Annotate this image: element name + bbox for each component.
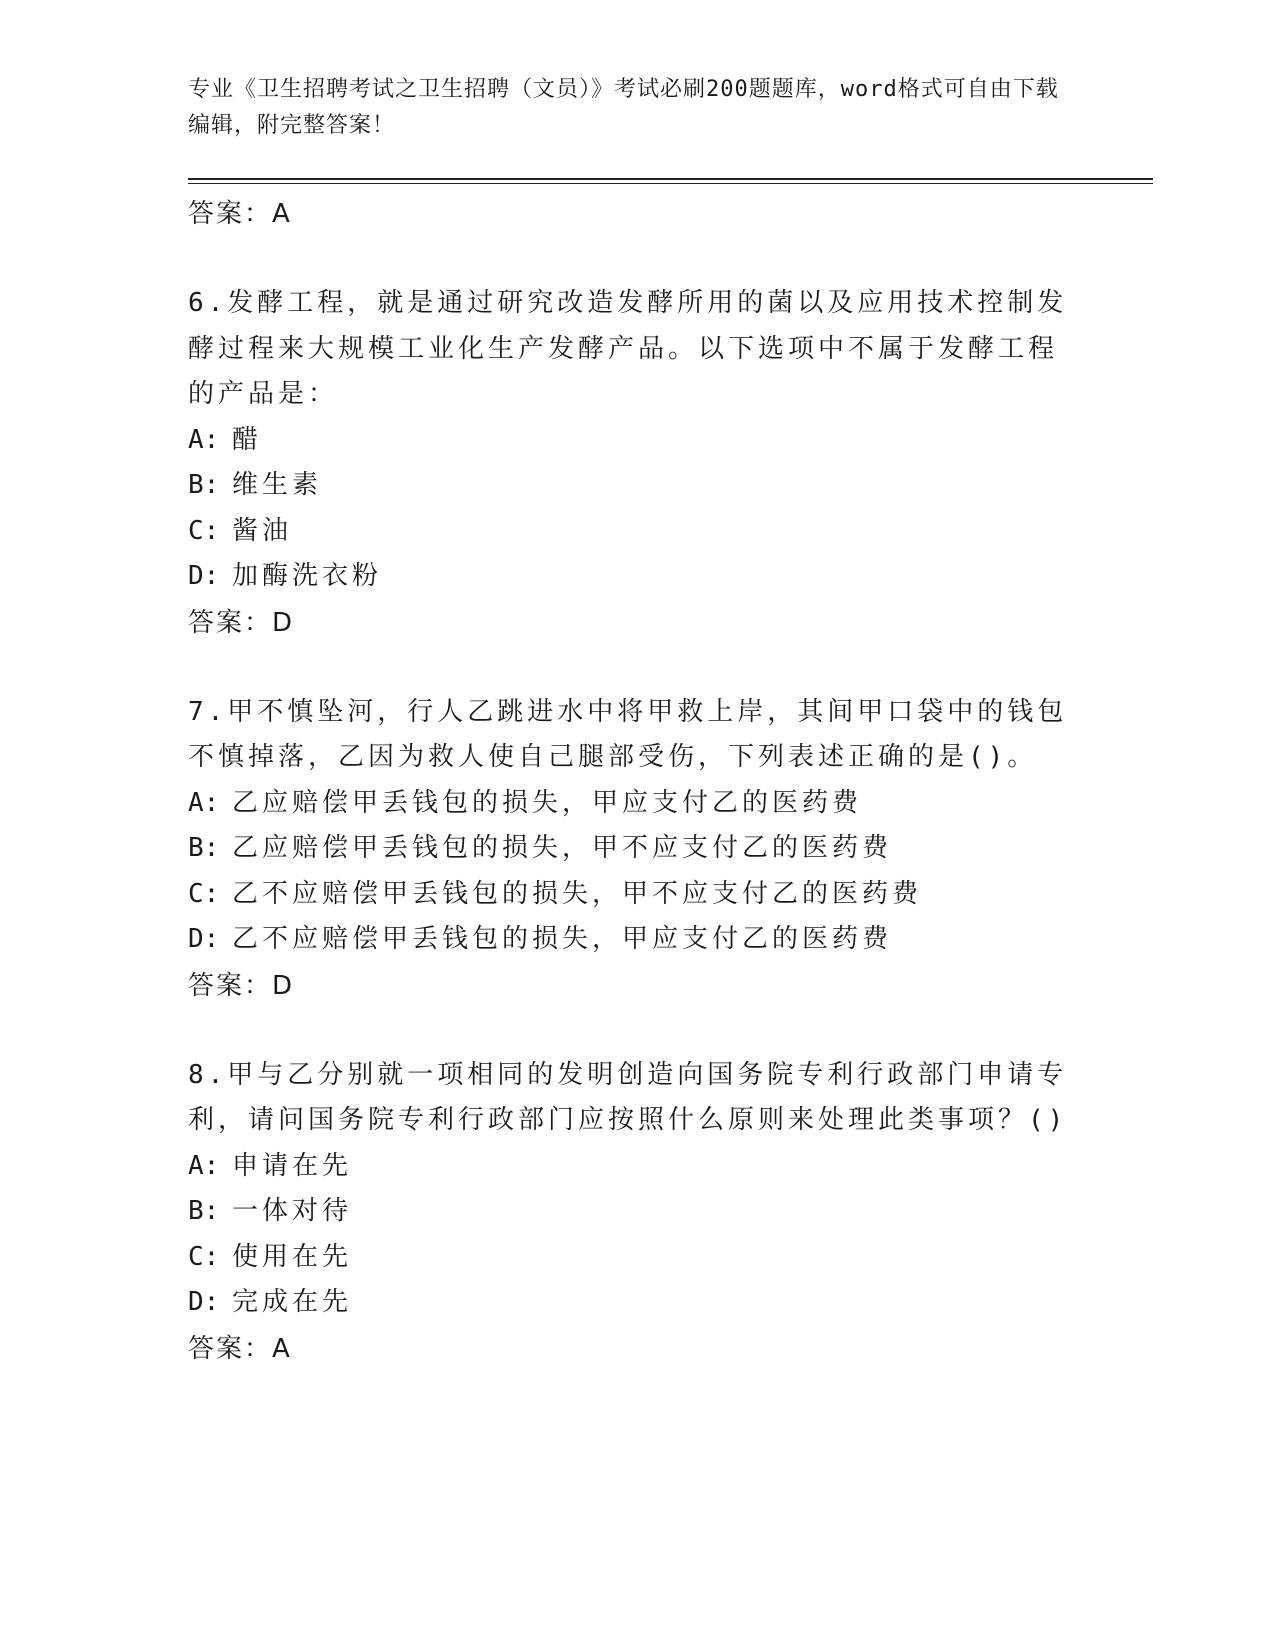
option-c	[188, 872, 1068, 918]
option-text: 乙应赔偿甲丢钱包的损失，甲不应支付乙的医药费	[232, 833, 893, 863]
question-8	[188, 1053, 1068, 1372]
option-key: B:	[188, 1196, 220, 1226]
option-b	[188, 1189, 1068, 1235]
option-text: 酱油	[232, 515, 293, 546]
option-text: 乙不应赔偿甲丢钱包的损失，甲不应支付乙的医药费	[232, 878, 923, 909]
option-text: 醋	[232, 424, 263, 455]
option-d	[188, 554, 1068, 600]
document-header	[188, 72, 1068, 144]
option-b	[188, 463, 1068, 509]
option-text: 乙应赔偿甲丢钱包的损失，甲应支付乙的医药费	[232, 787, 863, 818]
question-stem: 6.发酵工程，就是通过研究改造发酵所用的菌以及应用技术控制发酵过程来大规模工业化生产发酵产品。以下选项中不属于发酵工程的产品是：	[188, 288, 1068, 409]
option-key: A:	[188, 787, 220, 818]
option-text: 一体对待	[232, 1196, 353, 1226]
header-rule-thin	[188, 183, 1153, 184]
option-text: 申请在先	[232, 1150, 353, 1181]
question-stem: 7.甲不慎坠河，行人乙跳进水中将甲救上岸，其间甲口袋中的钱包不慎掉落，乙因为救人使自己腿部受伤，下列表述正确的是()。	[188, 696, 1068, 772]
answer-line: 答案：A	[188, 1333, 292, 1364]
question-stem: 8.甲与乙分别就一项相同的发明创造向国务院专利行政部门申请专利，请问国务院专利行政部门应按照什么原则来处理此类事项？()	[188, 1059, 1068, 1135]
option-key: D:	[188, 924, 220, 954]
question-7	[188, 690, 1068, 1009]
option-text: 完成在先	[232, 1287, 353, 1317]
option-d	[188, 917, 1068, 963]
option-key: B:	[188, 833, 220, 863]
option-text: 乙不应赔偿甲丢钱包的损失，甲应支付乙的医药费	[232, 924, 893, 954]
option-text: 使用在先	[232, 1241, 353, 1272]
option-text: 加酶洗衣粉	[232, 561, 383, 591]
header-text: 专业《卫生招聘考试之卫生招聘（文员）》考试必刷200题题库，word格式可自由下载编辑，附完整答案！	[188, 77, 1059, 138]
option-d	[188, 1280, 1068, 1326]
option-key: C:	[188, 1241, 220, 1272]
option-key: D:	[188, 1287, 220, 1317]
option-c	[188, 509, 1068, 555]
answer-line: 答案：D	[188, 970, 295, 1001]
option-key: C:	[188, 878, 220, 909]
option-a	[188, 781, 1068, 827]
option-key: C:	[188, 515, 220, 546]
option-b	[188, 826, 1068, 872]
option-key: D:	[188, 561, 220, 591]
header-rule-thick	[188, 178, 1153, 180]
answer-line: 答案：D	[188, 607, 295, 638]
option-c	[188, 1235, 1068, 1281]
option-a	[188, 418, 1068, 464]
option-key: A:	[188, 424, 220, 455]
option-a	[188, 1144, 1068, 1190]
previous-answer: 答案：A	[188, 199, 292, 229]
question-6	[188, 281, 1068, 646]
question-list	[188, 191, 1068, 1372]
option-key: B:	[188, 470, 220, 500]
option-text: 维生素	[232, 470, 323, 500]
option-key: A:	[188, 1150, 220, 1181]
